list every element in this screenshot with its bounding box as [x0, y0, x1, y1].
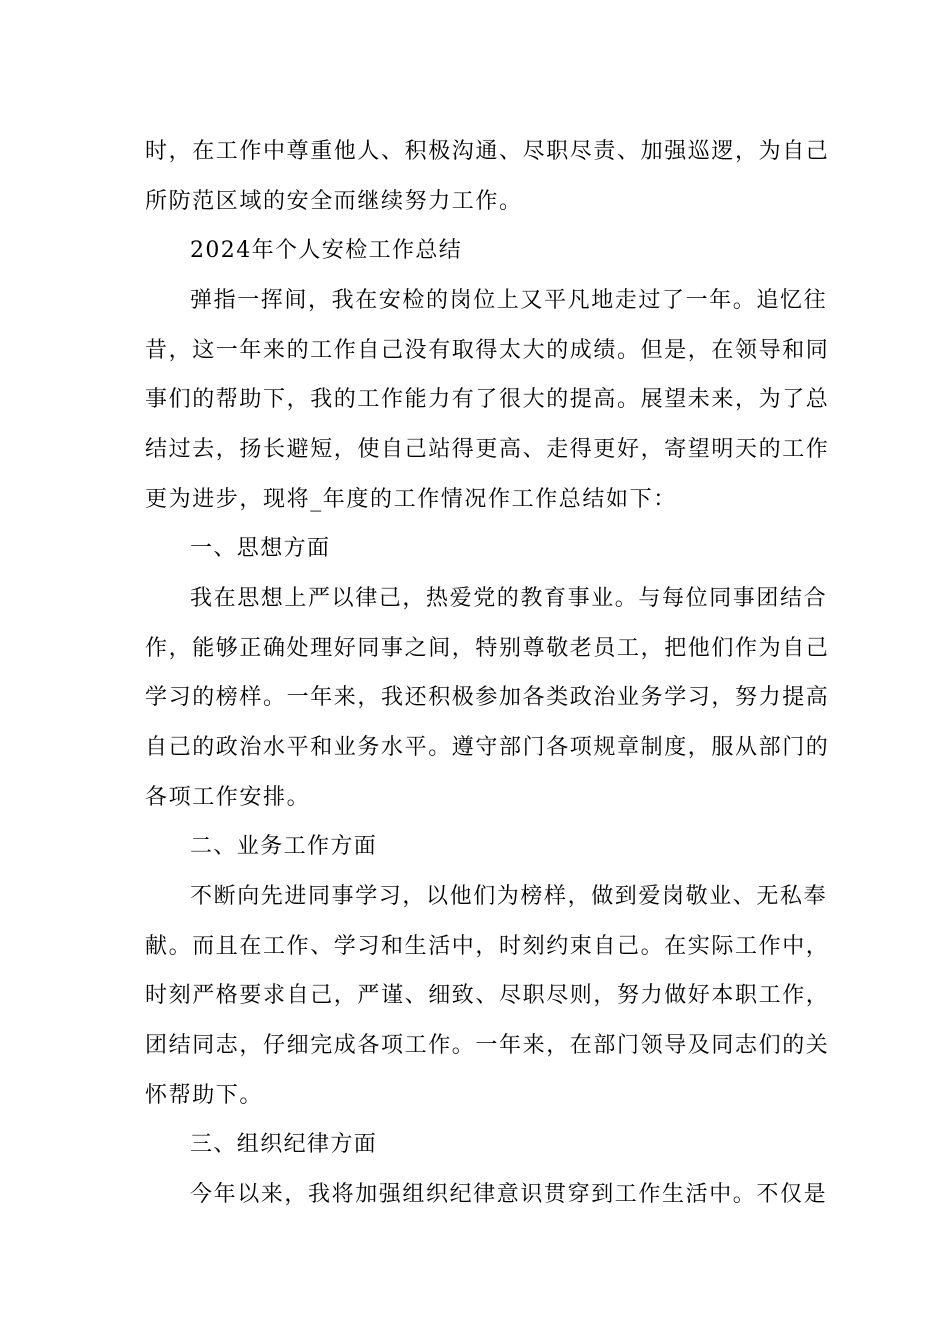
section-heading: 三、组织纪律方面 [190, 1132, 378, 1157]
paragraph-line: 事们的帮助下，我的工作能力有了很大的提高。展望未来，为了总 [145, 387, 830, 412]
paragraph-line: 弹指一挥间，我在安检的岗位上又平凡地走过了一年。追忆往 [190, 288, 828, 313]
paragraph-line: 学习的榜样。一年来，我还积极参加各类政治业务学习，努力提高 [145, 685, 830, 710]
section-heading: 二、业务工作方面 [190, 834, 378, 859]
paragraph-line: 作，能够正确处理好同事之间，特别尊敬老员工，把他们作为自己 [145, 636, 830, 661]
paragraph-line: 我在思想上严以律己，热爱党的教育事业。与每位同事团结合 [190, 586, 828, 611]
paragraph-line: 时刻严格要求自己，严谨、细致、尽职尽则，努力做好本职工作， [145, 983, 830, 1008]
paragraph-line: 昔，这一年来的工作自己没有取得太大的成绩。但是，在领导和同 [145, 338, 830, 363]
paragraph-line: 团结同志，仔细完成各项工作。一年来，在部门领导及同志们的关 [145, 1033, 830, 1058]
section-title: 2024年个人安检工作总结 [190, 238, 463, 263]
paragraph-line: 时，在工作中尊重他人、积极沟通、尽职尽责、加强巡逻，为自己 [145, 139, 830, 164]
paragraph-line: 所防范区域的安全而继续努力工作。 [145, 189, 523, 214]
section-heading: 一、思想方面 [190, 536, 331, 561]
paragraph-line: 自己的政治水平和业务水平。遵守部门各项规章制度，服从部门的 [145, 735, 830, 760]
paragraph-line: 怀帮助下。 [145, 1083, 264, 1108]
paragraph-line: 不断向先进同事学习，以他们为榜样，做到爱岗敬业、无私奉 [190, 884, 828, 909]
paragraph-line: 结过去，扬长避短，使自己站得更高、走得更好，寄望明天的工作 [145, 437, 830, 462]
paragraph-line: 献。而且在工作、学习和生活中，时刻约束自己。在实际工作中， [145, 934, 830, 959]
paragraph-line: 更为进步，现将_年度的工作情况作工作总结如下： [145, 487, 677, 512]
paragraph-line: 各项工作安排。 [145, 785, 311, 810]
paragraph-line: 今年以来，我将加强组织纪律意识贯穿到工作生活中。不仅是 [190, 1182, 828, 1207]
